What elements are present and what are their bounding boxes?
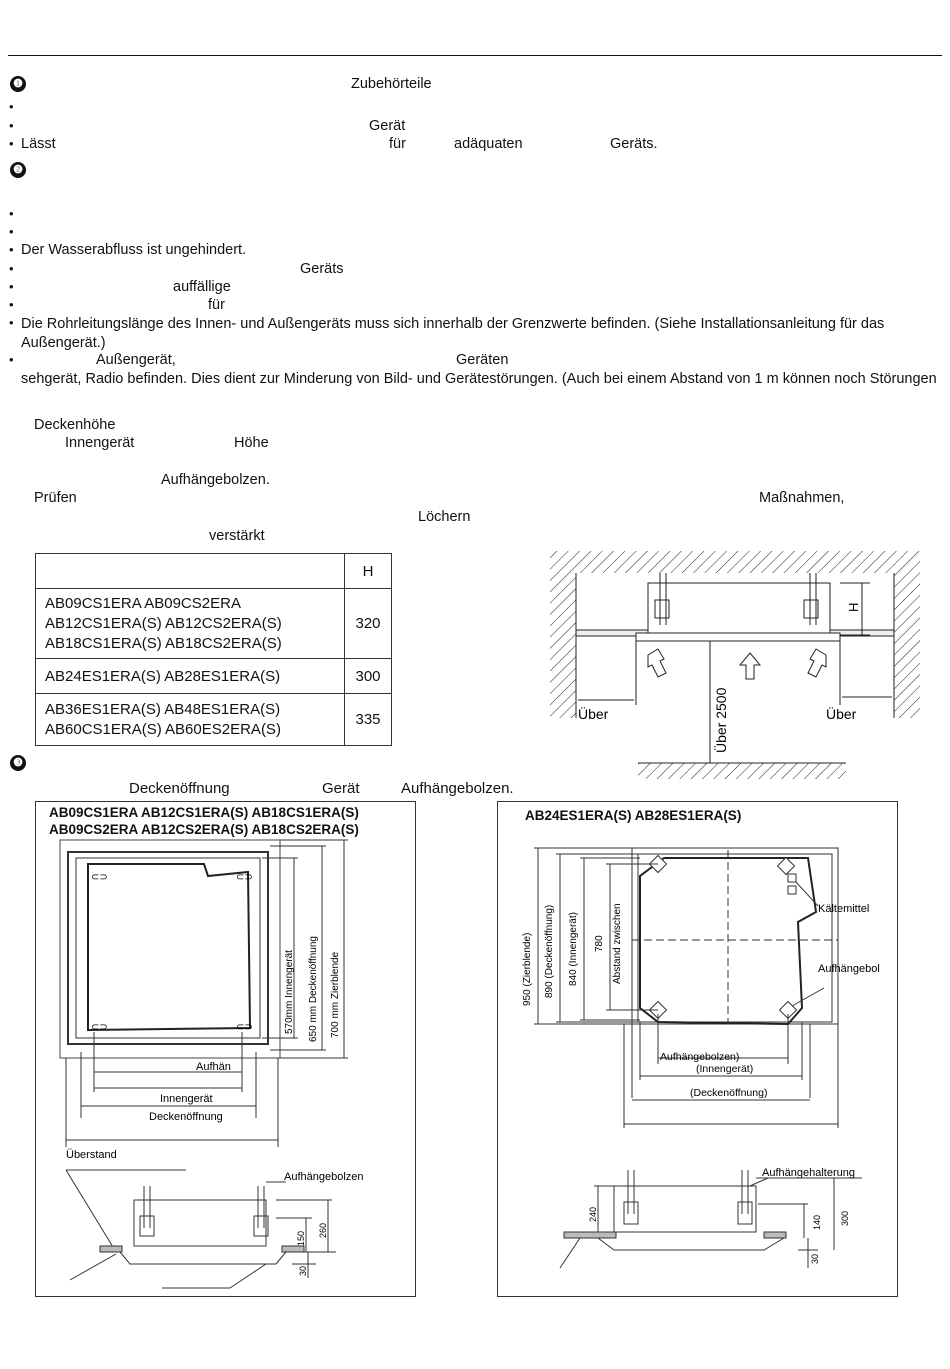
innengeraet-label: Innengerät [160, 1093, 213, 1105]
table-cell-h: 320 [345, 589, 392, 659]
table-cell-models [36, 659, 345, 694]
text-laesst: Lässt [21, 136, 56, 152]
model-line: AB09CS1ERA AB09CS2ERA [45, 594, 241, 612]
text-water-drain: Der Wasserabfluss ist ungehindert. [21, 242, 247, 258]
right-dimension-panel [497, 801, 898, 1297]
ceiling-height-diagram [540, 545, 930, 785]
text-innengeraet: Innengerät [65, 435, 135, 451]
dim-300: 300 [840, 1210, 850, 1226]
text-geraets: Geräts. [610, 136, 658, 152]
aufhaengebolzen-label: Aufhängebolzen [284, 1171, 364, 1183]
airflow-arrow [740, 653, 760, 679]
bullet: • [9, 206, 14, 221]
refrigerant-port [788, 874, 796, 882]
text-geraet: Gerät [369, 118, 406, 134]
ceiling-piece [564, 1232, 616, 1238]
dim-30: 30 [298, 1265, 308, 1276]
section-2-number: ❷ [10, 162, 26, 178]
left-clearance-label: Über [578, 706, 609, 722]
dim-240: 240 [588, 1206, 598, 1222]
table-cell-h: 300 [345, 659, 392, 694]
model-line: AB12CS1ERA(S) AB12CS2ERA(S) [45, 614, 282, 632]
bullet: • [9, 261, 14, 276]
model-line: AB60CS1ERA(S) AB60ES2ERA(S) [45, 720, 281, 738]
indoor-unit-outline [76, 858, 260, 1038]
bullet: • [9, 136, 14, 151]
dim-650-label: 650 mm Deckenöffnung [308, 936, 319, 1042]
indoor-unit [648, 583, 830, 633]
model-line: AB24ES1ERA(S) AB28ES1ERA(S) [525, 808, 742, 823]
bolzen-label: Aufhängebolzen) [660, 1051, 740, 1063]
airflow-arrow [808, 649, 826, 677]
left-wall [550, 573, 576, 718]
bolt-marker: ⊂⊃ [91, 872, 108, 883]
floor-clearance-label: Über 2500 [713, 687, 729, 753]
text-aufhaengebolzen: Aufhängebolzen. [401, 780, 514, 797]
model-line: AB09CS2ERA AB12CS2ERA(S) AB18CS2ERA(S) [49, 822, 359, 837]
table-cell [36, 554, 345, 589]
unit-body [88, 864, 250, 1030]
decor-panel [636, 633, 840, 641]
text-aussengeraet: Außengerät, [96, 352, 176, 368]
model-line: AB24ES1ERA(S) AB28ES1ERA(S) [45, 667, 281, 685]
table-row [36, 659, 392, 694]
text-pipe-length: Die Rohrleitungslänge des Innen- und Außengeräts muss sich innerhalb der Grenzwerte befinden. (Siehe Installationsanleitung für das Außengerät.) [21, 316, 885, 351]
height-table [35, 553, 392, 746]
ueberstand-label: Überstand [66, 1149, 117, 1161]
floor [638, 763, 846, 779]
dim-780-label: 780 [594, 935, 605, 952]
abstand-label: Abstand zwischen [612, 903, 623, 984]
bolt-marker: ⊂⊃ [91, 1022, 108, 1033]
left-dimension-drawing [36, 802, 415, 1296]
section-1-number: ❶ [10, 76, 26, 92]
table-cell-models [36, 589, 345, 659]
ceiling-slab [550, 551, 920, 573]
ceiling-opening-outline [638, 854, 832, 1022]
halterung-label: Aufhängehalterung [762, 1167, 855, 1179]
text-deckenhoehe: Deckenhöhe [34, 417, 116, 433]
bullet: • [9, 118, 14, 133]
text-verstaerkt: verstärkt [209, 528, 265, 544]
dim-890-label: 890 (Deckenöffnung) [544, 904, 555, 998]
text-geraeten: Geräten [456, 352, 509, 368]
dim-950-label: 950 (Zierblende) [522, 932, 533, 1006]
text-interference: sehgerät, Radio befinden. Dies dient zur Minderung von Bild- und Gerätestörungen. (Auch bei einem Abstand von 1 m können noch Störungen [21, 371, 937, 387]
bullet: • [9, 224, 14, 239]
kaeltemittel-label: Kältemittel [818, 903, 870, 915]
text-geraet: Gerät [322, 780, 360, 797]
model-line: AB36ES1ERA(S) AB48ES1ERA(S) [45, 700, 281, 718]
section-3-number: ❸ [10, 755, 26, 771]
bullet: • [9, 279, 14, 294]
text-aufhaengebolzen: Aufhängebolzen. [161, 472, 270, 488]
aufhaengebol-label: Aufhängebol [818, 963, 880, 975]
text-deckenoeffnung: Deckenöffnung [129, 780, 230, 797]
bolt-marker [778, 858, 795, 875]
bullet: • [9, 315, 14, 330]
ceiling-piece [100, 1246, 122, 1252]
section-1-title: Zubehörteile [351, 76, 432, 92]
right-clearance-label: Über [826, 706, 857, 722]
text-massnahmen: Maßnahmen, [759, 490, 845, 506]
table-header-row [36, 554, 392, 589]
text-geraets: Geräts [300, 261, 344, 277]
bullet: • [9, 297, 14, 312]
dim-150: 150 [296, 1230, 306, 1246]
model-line: AB09CS1ERA AB12CS1ERA(S) AB18CS1ERA(S) [49, 805, 359, 820]
dim-260: 260 [318, 1222, 328, 1238]
right-wall [894, 573, 920, 718]
bullet: • [9, 99, 14, 114]
text-auffaellige: auffällige [173, 279, 231, 295]
text-fuer: für [389, 136, 406, 152]
table-cell-models [36, 694, 345, 746]
text-fuer: für [208, 297, 225, 313]
text-pruefen: Prüfen [34, 490, 77, 506]
table-row [36, 589, 392, 659]
refrigerant-port [788, 886, 796, 894]
bullet: • [9, 242, 14, 257]
dim-30: 30 [810, 1253, 820, 1264]
text-adaequaten: adäquaten [454, 136, 523, 152]
airflow-arrow [648, 649, 666, 677]
table-row [36, 694, 392, 746]
table-cell-h: 335 [345, 694, 392, 746]
decken-label: (Deckenöffnung) [690, 1087, 768, 1099]
dim-840-label: 840 (Innengerät) [568, 912, 579, 986]
left-dimension-panel [35, 801, 416, 1297]
h-label: H [846, 602, 861, 612]
text-hoehe: Höhe [234, 435, 269, 451]
dim-700-label: 700 mm Zierblende [330, 951, 341, 1038]
bolt-marker: ⊂⊃ [236, 872, 253, 883]
innen-label: (Innengerät) [696, 1063, 754, 1075]
deckenoeffnung-label: Deckenöffnung [149, 1111, 223, 1123]
unit-side-view [614, 1186, 756, 1232]
aufhaen-label: Aufhän [196, 1061, 231, 1073]
top-rule [8, 55, 942, 56]
bullet: • [9, 352, 14, 367]
ceiling-piece [764, 1232, 786, 1238]
model-line: AB18CS1ERA(S) AB18CS2ERA(S) [45, 634, 282, 652]
text-loechern: Löchern [418, 509, 471, 525]
bolt-marker: ⊂⊃ [236, 1022, 253, 1033]
table-header-h: H [345, 554, 392, 589]
dim-570-label: 570mm Innengerät [284, 950, 295, 1034]
dim-140: 140 [812, 1214, 822, 1230]
right-dimension-drawing [498, 802, 897, 1296]
